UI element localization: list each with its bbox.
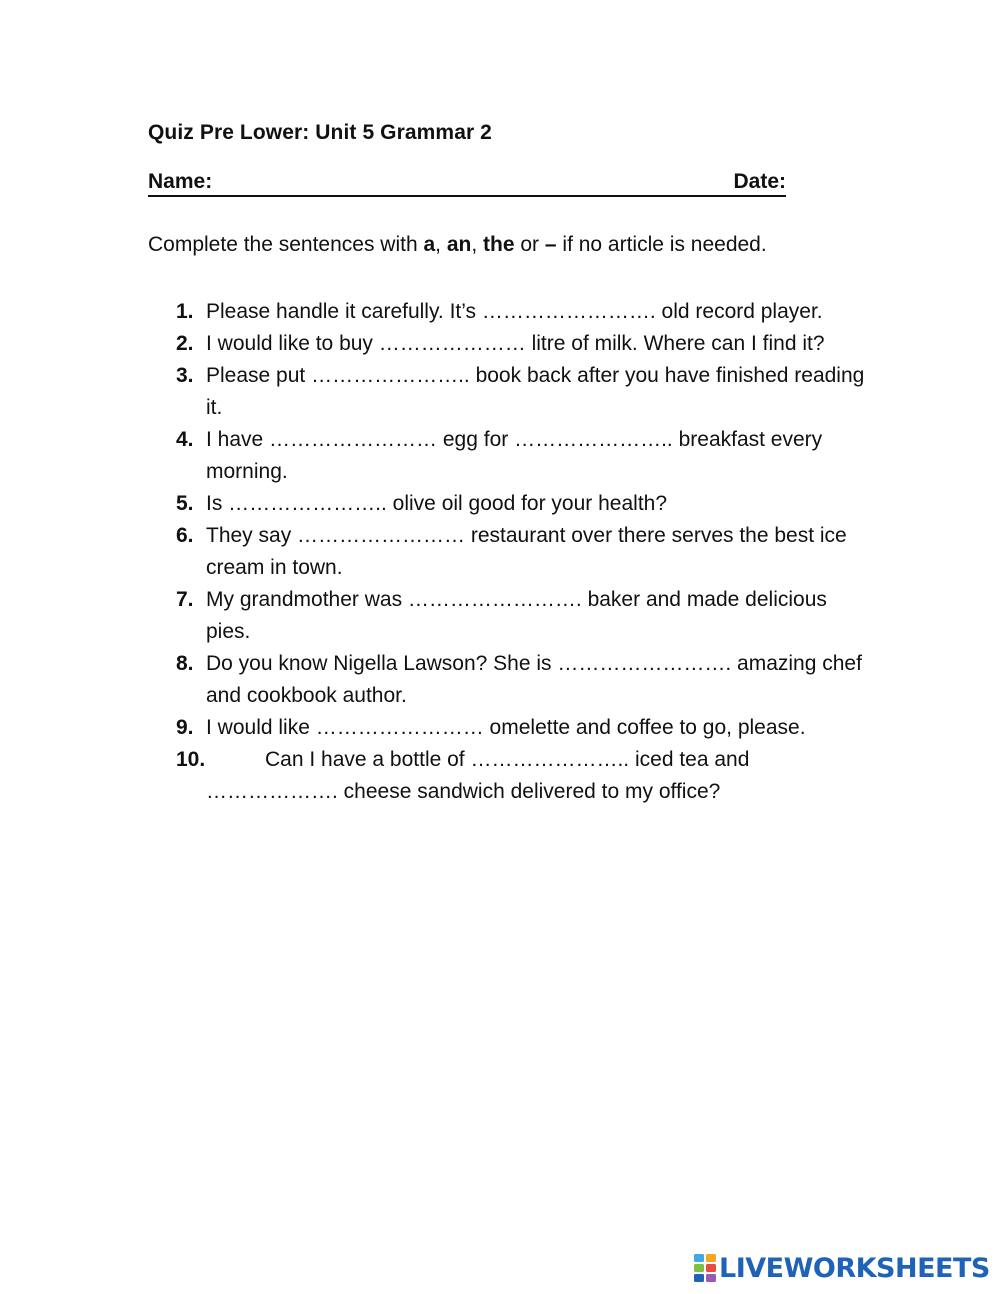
question-item (176, 488, 866, 520)
question-text: I would like …………………… omelette and coffee to go, please. (206, 716, 806, 739)
question-number: 2. (176, 332, 194, 355)
date-label: Date: (733, 170, 786, 193)
question-item (176, 520, 866, 584)
question-text: My grandmother was ……………………. baker and made delicious pies. (206, 588, 827, 643)
name-label: Name: (148, 170, 213, 193)
instructions (148, 233, 767, 257)
question-number: 4. (176, 428, 194, 451)
question-item (176, 744, 866, 808)
question-text: I would like to buy ………………… litre of milk. Where can I find it? (206, 332, 825, 355)
question-text-line1: Can I have a bottle of ………………….. iced tea and (265, 748, 750, 771)
liveworksheets-logo-icon (694, 1254, 716, 1282)
question-item (176, 712, 866, 744)
question-text: They say …………………… restaurant over there serves the best ice cream in town. (206, 524, 847, 579)
instructions-middle: or (514, 233, 545, 256)
question-item (176, 424, 866, 488)
question-number: 8. (176, 652, 194, 675)
question-text-line2: ………………. cheese sandwich delivered to my office? (206, 780, 721, 803)
worksheet-title: Quiz Pre Lower: Unit 5 Grammar 2 (148, 121, 492, 144)
question-number: 5. (176, 492, 194, 515)
question-number: 1. (176, 300, 194, 323)
question-item (176, 296, 866, 328)
question-text: Please put ………………….. book back after you have finished reading it. (206, 364, 865, 419)
article-a: a (423, 233, 436, 256)
question-text: Do you know Nigella Lawson? She is ……………………. amazing chef and cookbook author. (206, 652, 862, 707)
question-number: 10. (176, 748, 206, 771)
question-number: 6. (176, 524, 194, 547)
question-text: Please handle it carefully. It’s ……………………. old record player. (206, 300, 823, 323)
article-the: the (483, 233, 515, 256)
question-text: Is ………………….. olive oil good for your health? (206, 492, 668, 515)
liveworksheets-logo-text: LIVEWORKSHEETS (719, 1252, 990, 1284)
question-item (176, 360, 866, 424)
article-an: an (446, 233, 472, 256)
question-number: 7. (176, 588, 194, 611)
liveworksheets-logo (694, 1252, 990, 1284)
question-item (176, 648, 866, 712)
instructions-sep2: , (471, 233, 484, 256)
instructions-sep1: , (435, 233, 447, 256)
name-date-line (148, 171, 786, 197)
question-list (176, 296, 866, 808)
question-number: 9. (176, 716, 194, 739)
article-dash: – (544, 233, 557, 256)
question-number: 3. (176, 364, 194, 387)
question-text: I have …………………… egg for ………………….. breakfast every morning. (206, 428, 823, 483)
instructions-prefix: Complete the sentences with (148, 233, 424, 256)
instructions-suffix: if no article is needed. (556, 233, 767, 256)
question-item (176, 328, 866, 360)
question-item (176, 584, 866, 648)
